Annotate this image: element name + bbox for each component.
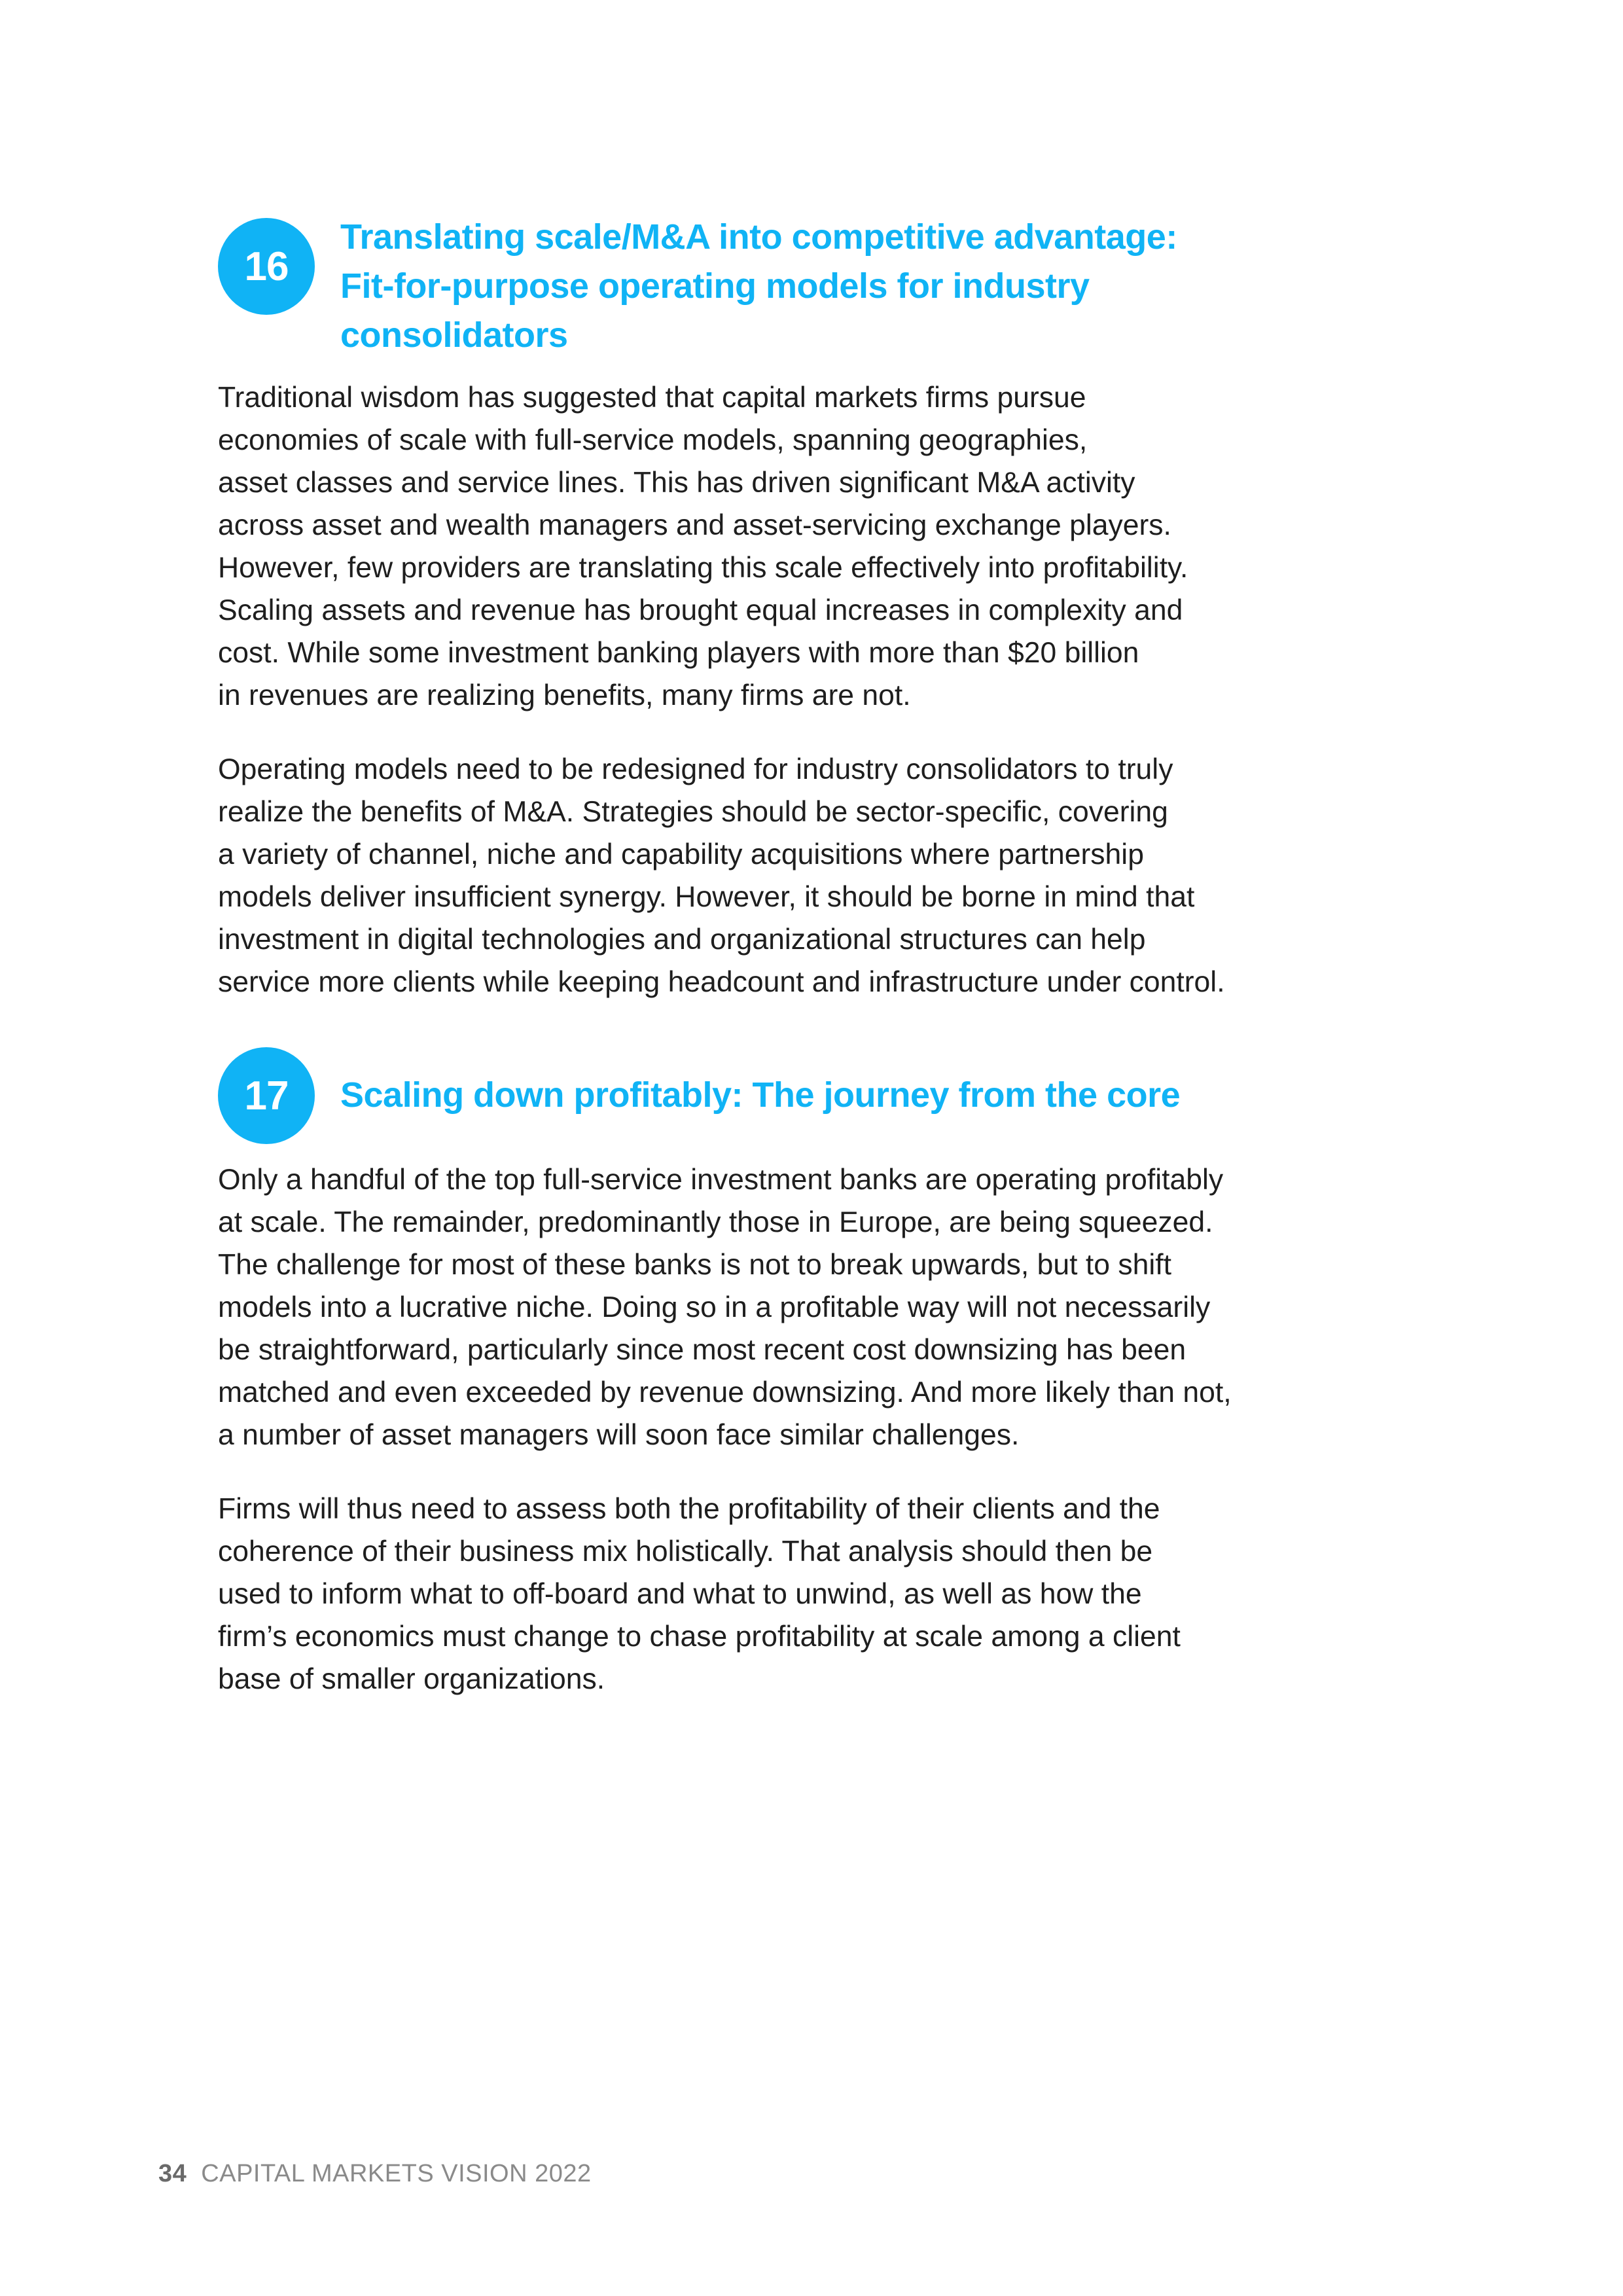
text-line: at scale. The remainder, predominantly those in Europe, are being squeezed. [218,1206,1213,1238]
text-line: service more clients while keeping headcount and infrastructure under control. [218,966,1225,998]
text-line: used to inform what to off-board and what to unwind, as well as how the [218,1578,1142,1610]
section-16-header [218,213,1344,360]
section-16 [218,213,1344,1003]
text-line: models into a lucrative niche. Doing so in a profitable way will not necessarily [218,1291,1211,1323]
section-17 [218,1047,1344,1700]
text-line: a variety of channel, niche and capability acquisitions where partnership [218,838,1144,870]
text-line: in revenues are realizing benefits, many firms are not. [218,679,911,711]
page-number: 34 [158,2160,187,2187]
body-paragraph [218,1158,1344,1456]
text-line: models deliver insufficient synergy. However, it should be borne in mind that [218,881,1195,913]
text-line: Only a handful of the top full-service investment banks are operating profitably [218,1164,1224,1196]
text-line: asset classes and service lines. This has driven significant M&A activity [218,467,1135,499]
text-line: firm’s economics must change to chase profitability at scale among a client [218,1621,1181,1653]
section-number-badge: 17 [218,1047,315,1144]
text-line: realize the benefits of M&A. Strategies should be sector-specific, covering [218,796,1168,828]
section-title [340,213,1344,360]
section-number-badge: 16 [218,218,315,315]
publication-title: CAPITAL MARKETS VISION 2022 [201,2160,592,2187]
text-line: across asset and wealth managers and asset-servicing exchange players. [218,509,1171,541]
body-paragraph [218,1488,1344,1700]
text-line: The challenge for most of these banks is not to break upwards, but to shift [218,1249,1171,1281]
text-line: However, few providers are translating this scale effectively into profitability. [218,552,1188,584]
section-17-header [218,1047,1344,1144]
section-title-line: Scaling down profitably: The journey from the core [340,1075,1181,1115]
text-line: economies of scale with full-service models, spanning geographies, [218,424,1088,456]
section-title [340,1047,1344,1120]
section-title-line: consolidators [340,315,568,355]
body-paragraph [218,748,1344,1003]
body-paragraph [218,376,1344,717]
text-line: Traditional wisdom has suggested that capital markets firms pursue [218,382,1086,414]
text-line: Firms will thus need to assess both the profitability of their clients and the [218,1493,1160,1525]
text-line: a number of asset managers will soon face similar challenges. [218,1419,1020,1451]
section-title-line: Fit-for-purpose operating models for industry [340,266,1090,306]
text-line: Operating models need to be redesigned for industry consolidators to truly [218,753,1173,785]
text-line: Scaling assets and revenue has brought equal increases in complexity and [218,594,1183,626]
text-line: be straightforward, particularly since most recent cost downsizing has been [218,1334,1186,1366]
text-line: base of smaller organizations. [218,1663,605,1695]
text-line: investment in digital technologies and organizational structures can help [218,924,1146,956]
text-line: cost. While some investment banking players with more than $20 billion [218,637,1139,669]
page-footer [158,2160,592,2188]
text-line: coherence of their business mix holistically. That analysis should then be [218,1535,1153,1568]
section-title-line: Translating scale/M&A into competitive advantage: [340,217,1177,257]
text-line: matched and even exceeded by revenue downsizing. And more likely than not, [218,1376,1232,1408]
